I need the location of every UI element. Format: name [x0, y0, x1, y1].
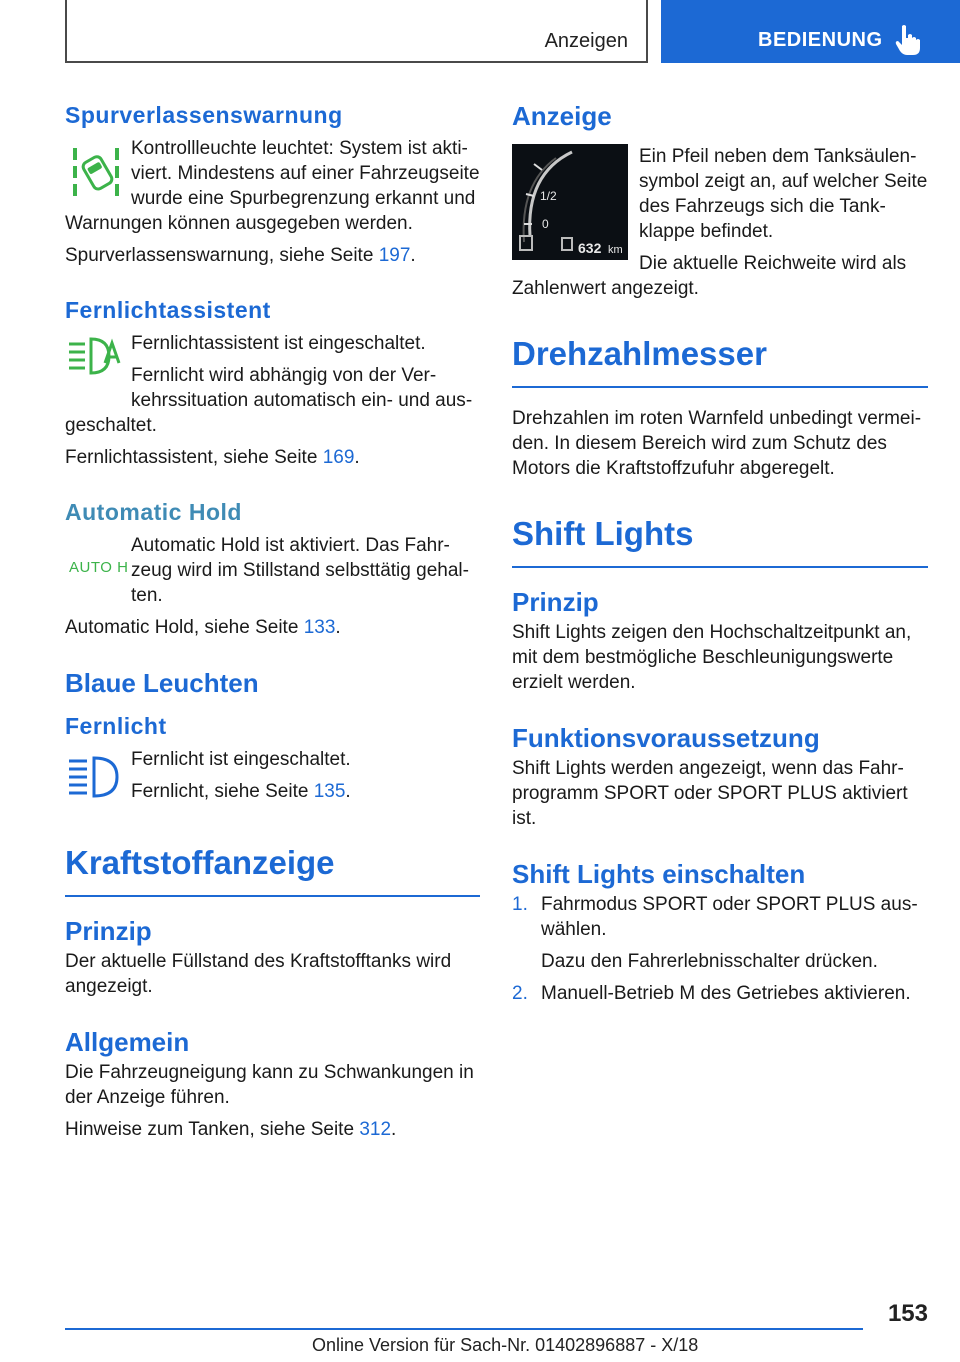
shift-prinzip-paragraph: Shift Lights zeigen den Hochschaltzeitpunkt an, mit dem bestmögliche Beschleunigungswerte erzielt werden.	[512, 622, 912, 693]
step-text: Manuell-Betrieb M des Getriebes aktivieren.	[541, 983, 911, 1004]
anzeige-paragraph-2: Die aktuelle Reichweite wird als Zahlenwert angezeigt.	[512, 253, 907, 299]
footer-online-version: Online Version für Sach-Nr. 01402896887 - X/18	[312, 1335, 699, 1355]
fernlicht-paragraph: Fernlicht ist eingeschaltet.	[131, 749, 351, 770]
heading-fernlichtassistent: Fernlichtassistent	[65, 297, 271, 323]
heading-prinzip: Prinzip	[65, 916, 152, 946]
hold-ref-text: Automatic Hold, siehe Seite	[65, 617, 304, 638]
drehzahl-paragraph: Drehzahlen im roten Warnfeld unbedingt vermeiden. In diesem Bereich wird zum Schutz des Motors die Kraftstoffzufuhr abgeregelt.	[512, 408, 922, 479]
fuel-gauge-half: 1/2	[540, 189, 557, 203]
hold-page-link[interactable]: 133	[303, 617, 336, 638]
step-text: Fahrmodus SPORT oder SPORT PLUS auswählen.	[541, 894, 918, 940]
anzeige-paragraph-1: Ein Pfeil neben dem Tanksäulensymbol zeigt an, auf welcher Seite des Fahrzeugs sich die Tankklappe befindet.	[639, 146, 928, 242]
fern-paragraph-2: Fernlicht wird abhängig von der Verkehrssituation automatisch ein- und ausgeschaltet.	[65, 365, 473, 436]
fern-ref-text: Fernlichtassistent, siehe Seite	[65, 447, 323, 468]
fuel-gauge-range: 632	[578, 240, 602, 256]
spur-ref-text: Spurverlassenswarnung, siehe Seite	[65, 245, 379, 266]
step-number: 1.	[512, 894, 528, 915]
funktion-paragraph: Shift Lights werden angezeigt, wenn das Fahrprogramm SPORT oder SPORT PLUS aktiviert ist.	[512, 758, 908, 829]
allg-ref-text: Hinweise zum Tanken, siehe Seite	[65, 1119, 360, 1140]
heading-spurverlassenswarnung: Spurverlassenswarnung	[65, 102, 343, 128]
auto-hold-icon: AUTO H	[69, 559, 129, 576]
hold-reference: Automatic Hold, siehe Seite 133.	[65, 617, 341, 638]
fuel-gauge-zero: 0	[542, 217, 549, 231]
heading-shift-prinzip: Prinzip	[512, 587, 599, 617]
step-number: 2.	[512, 983, 528, 1004]
header-section-title: Anzeigen	[544, 30, 628, 52]
fernlicht-ref-text: Fernlicht, siehe Seite	[131, 781, 314, 802]
hold-paragraph: Automatic Hold ist aktiviert. Das Fahrzeug wird im Stillstand selbsttätig gehalten.	[131, 535, 469, 606]
heading-shift-lights-einschalten: Shift Lights einschalten	[512, 859, 806, 889]
high-beam-assistant-indicator	[65, 331, 131, 389]
list-item	[512, 892, 928, 974]
allg-page-link[interactable]: 312	[359, 1119, 392, 1140]
step-sub-text: Dazu den Fahrerlebnisschalter drücken.	[541, 951, 878, 972]
fuel-gauge-image	[512, 144, 628, 260]
spur-paragraph: Kontrollleuchte leuchtet: System ist aktiviert. Mindestens auf einer Fahrzeugseite wurde eine Spurbegrenzung erkannt und Warnungen können ausgegeben werden.	[65, 138, 480, 234]
heading-drehzahlmesser: Drehzahlmesser	[512, 334, 928, 388]
spur-page-link[interactable]: 197	[378, 245, 411, 266]
spur-reference: Spurverlassenswarnung, siehe Seite 197.	[65, 245, 416, 266]
heading-blaue-leuchten: Blaue Leuchten	[65, 668, 259, 698]
right-column	[512, 100, 928, 1013]
allgemein-reference: Hinweise zum Tanken, siehe Seite 312.	[65, 1119, 397, 1140]
heading-allgemein: Allgemein	[65, 1027, 190, 1057]
heading-shift-lights: Shift Lights	[512, 514, 928, 568]
fern-page-link[interactable]: 169	[322, 447, 355, 468]
high-beam-indicator	[65, 747, 131, 803]
auto-hold-indicator	[65, 533, 131, 603]
heading-kraftstoffanzeige: Kraftstoffanzeige	[65, 843, 480, 897]
fern-reference: Fernlichtassistent, siehe Seite 169.	[65, 447, 360, 468]
allgemein-paragraph: Die Fahrzeugneigung kann zu Schwankungen in der Anzeige führen.	[65, 1062, 474, 1108]
high-beam-icon	[67, 755, 123, 801]
lane-departure-indicator	[65, 136, 131, 206]
header-chapter-tab[interactable]	[661, 0, 960, 63]
heading-fernlicht: Fernlicht	[65, 713, 167, 739]
fuel-gauge-unit: km	[608, 244, 623, 256]
pointing-hand-icon	[895, 24, 921, 56]
page-number: 153	[887, 1300, 928, 1327]
high-beam-assistant-icon	[67, 335, 123, 385]
heading-anzeige: Anzeige	[512, 101, 612, 131]
header-section-box	[65, 0, 648, 63]
lane-departure-icon	[69, 142, 125, 204]
footer-divider	[65, 1328, 863, 1330]
fernlicht-page-link[interactable]: 135	[313, 781, 346, 802]
heading-funktionsvoraussetzung: Funktionsvoraussetzung	[512, 723, 820, 753]
list-item	[512, 981, 928, 1006]
steps-list	[512, 892, 928, 1006]
fernlicht-reference: Fernlicht, siehe Seite 135.	[131, 781, 351, 802]
header-chapter-label: BEDIENUNG	[758, 29, 883, 51]
fern-paragraph-1: Fernlichtassistent ist eingeschaltet.	[131, 333, 426, 354]
prinzip-paragraph: Der aktuelle Füllstand des Kraftstofftanks wird angezeigt.	[65, 951, 452, 997]
heading-automatic-hold: Automatic Hold	[65, 499, 242, 525]
left-column	[65, 100, 480, 1149]
